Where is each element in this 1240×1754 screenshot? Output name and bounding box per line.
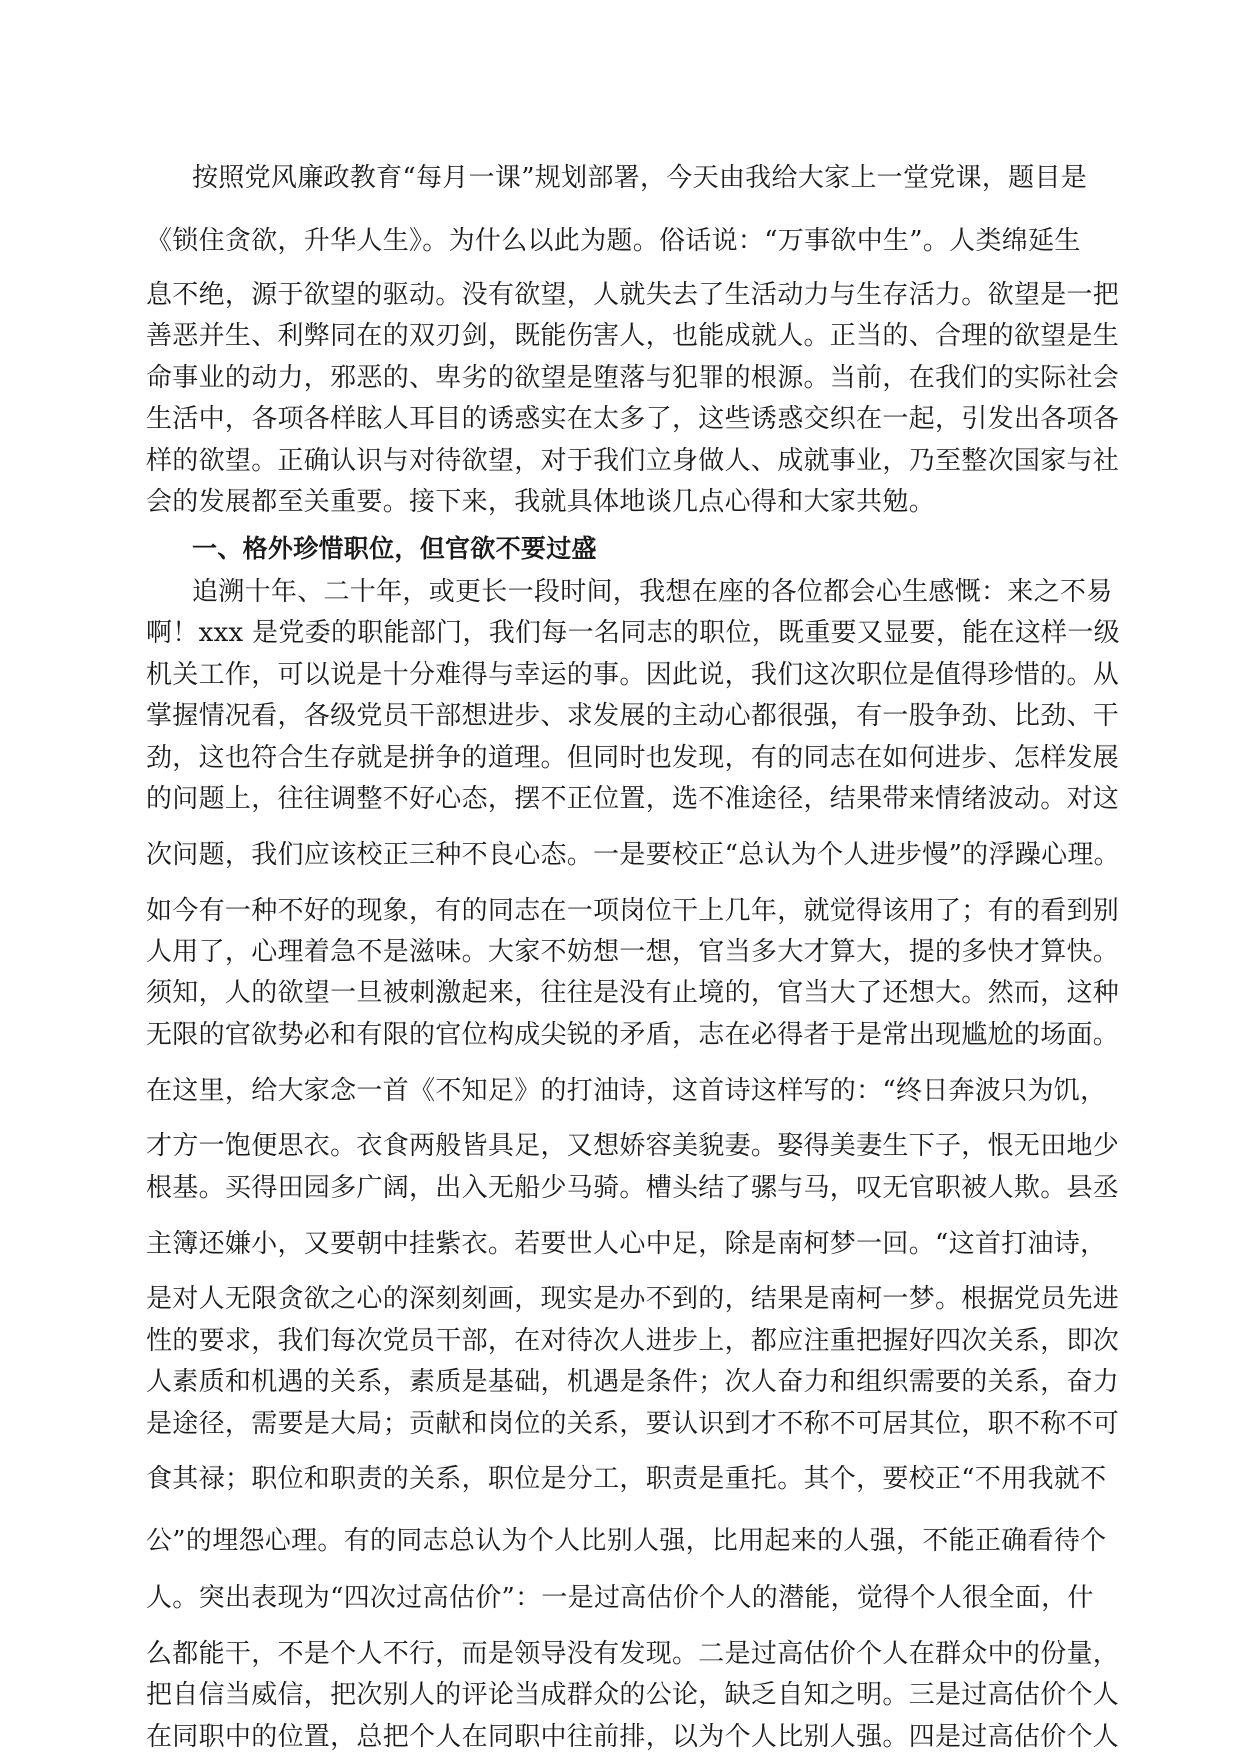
- text-line: 掌握情况看，各级党员干部想进步、求发展的主动心都很强，有一股争劲、比劲、干: [146, 701, 1120, 731]
- text-line: 的问题上，往往调整不好心态，摆不正位置，选不准途径，结果带来情绪波动。对这: [146, 784, 1120, 814]
- text-line: 按照党风廉政教育“每月一课”规划部署，今天由我给大家上一堂党课，题目是: [192, 163, 1088, 193]
- text-line: 把自信当威信，把次别人的评论当成群众的公论，缺乏自知之明。三是过高估价个人: [146, 1680, 1120, 1710]
- text-line: 根基。买得田园多广阔，出入无船少马骑。槽头结了骡与马，叹无官职被人欺。县丞: [146, 1173, 1120, 1203]
- text-line: 性的要求，我们每次党员干部，在对待次人进步上，都应注重把握好四次关系，即次: [146, 1326, 1120, 1356]
- text-line: 主簿还嫌小，又要朝中挂紫衣。若要世人心中足，除是南柯梦一回。“这首打油诗，: [146, 1229, 1107, 1259]
- text-line: 是途径，需要是大局；贡献和岗位的关系，要认识到才不称不可居其位，职不称不可: [146, 1409, 1120, 1439]
- text-line: 会的发展都至关重要。接下来，我就具体地谈几点心得和大家共勉。: [146, 487, 936, 517]
- text-line: 次问题，我们应该校正三种不良心态。一是要校正“总认为个人进步慢”的浮躁心理。: [146, 840, 1120, 870]
- text-line: 人素质和机遇的关系，素质是基础，机遇是条件；次人奋力和组织需要的关系，奋力: [146, 1367, 1120, 1397]
- text-line: 么都能干，不是个人不行，而是领导没有发现。二是过高估价个人在群众中的份量，: [146, 1639, 1120, 1669]
- text-line: 息不绝，源于欲望的驱动。没有欲望，人就失去了生活动力与生存活力。欲望是一把: [146, 280, 1120, 310]
- text-line: 《锁住贪欲，升华人生》。为什么以此为题。俗话说：“万事欲中生”。人类绵延生: [146, 226, 1081, 256]
- text-line: 样的欲望。正确认识与对待欲望，对于我们立身做人、成就事业，乃至整次国家与社: [146, 446, 1120, 476]
- text-line: 啊！xxx 是党委的职能部门，我们每一名同志的职位，既重要又显要，能在这样一级: [146, 618, 1120, 648]
- section-heading: 一、格外珍惜职位，但官欲不要过盛: [192, 534, 597, 563]
- text-line: 公”的埋怨心理。有的同志总认为个人比别人强，比用起来的人强，不能正确看待个: [146, 1526, 1107, 1556]
- text-line: 在这里，给大家念一首《不知足》的打油诗，这首诗这样写的：“终日奔波只为饥，: [146, 1076, 1107, 1106]
- text-line: 食其禄；职位和职责的关系，职位是分工，职责是重托。其个，要校正“不用我就不: [146, 1464, 1107, 1494]
- text-line: 是对人无限贪欲之心的深刻刻画，现实是办不到的，结果是南柯一梦。根据党员先进: [146, 1284, 1120, 1314]
- text-line: 生活中，各项各样眩人耳目的诱惑实在太多了，这些诱惑交织在一起，引发出各项各: [146, 404, 1120, 434]
- text-line: 才方一饱便思衣。衣食两般皆具足，又想娇容美貌妻。娶得美妻生下子，恨无田地少: [146, 1131, 1120, 1161]
- text-line: 劲，这也符合生存就是拼争的道理。但同时也发现，有的同志在如何进步、怎样发展: [146, 743, 1120, 773]
- text-line: 善恶并生、利弊同在的双刃剑，既能伤害人，也能成就人。正当的、合理的欲望是生: [146, 321, 1120, 351]
- text-line: 命事业的动力，邪恶的、卑劣的欲望是堕落与犯罪的根源。当前，在我们的实际社会: [146, 363, 1120, 393]
- text-line: 如今有一种不好的现象，有的同志在一项岗位干上几年，就觉得该用了；有的看到别: [146, 896, 1120, 926]
- text-line: 机关工作，可以说是十分难得与幸运的事。因此说，我们这次职位是值得珍惜的。从: [146, 660, 1120, 690]
- text-line: 在同职中的位置，总把个人在同职中往前排，以为个人比别人强。四是过高估价个人: [146, 1722, 1120, 1752]
- text-line: 追溯十年、二十年，或更长一段时间，我想在座的各位都会心生感慨：来之不易: [192, 577, 1113, 607]
- text-line: 无限的官欲势必和有限的官位构成尖锐的矛盾，志在必得者于是常出现尴尬的场面。: [146, 1020, 1120, 1050]
- text-line: 须知，人的欲望一旦被刺激起来，往往是没有止境的，官当大了还想大。然而，这种: [146, 978, 1120, 1008]
- text-line: 人。突出表现为“四次过高估价”：一是过高估价个人的潜能，觉得个人很全面，什: [146, 1583, 1094, 1613]
- text-line: 人用了，心理着急不是滋味。大家不妨想一想，官当多大才算大，提的多快才算快。: [146, 937, 1120, 967]
